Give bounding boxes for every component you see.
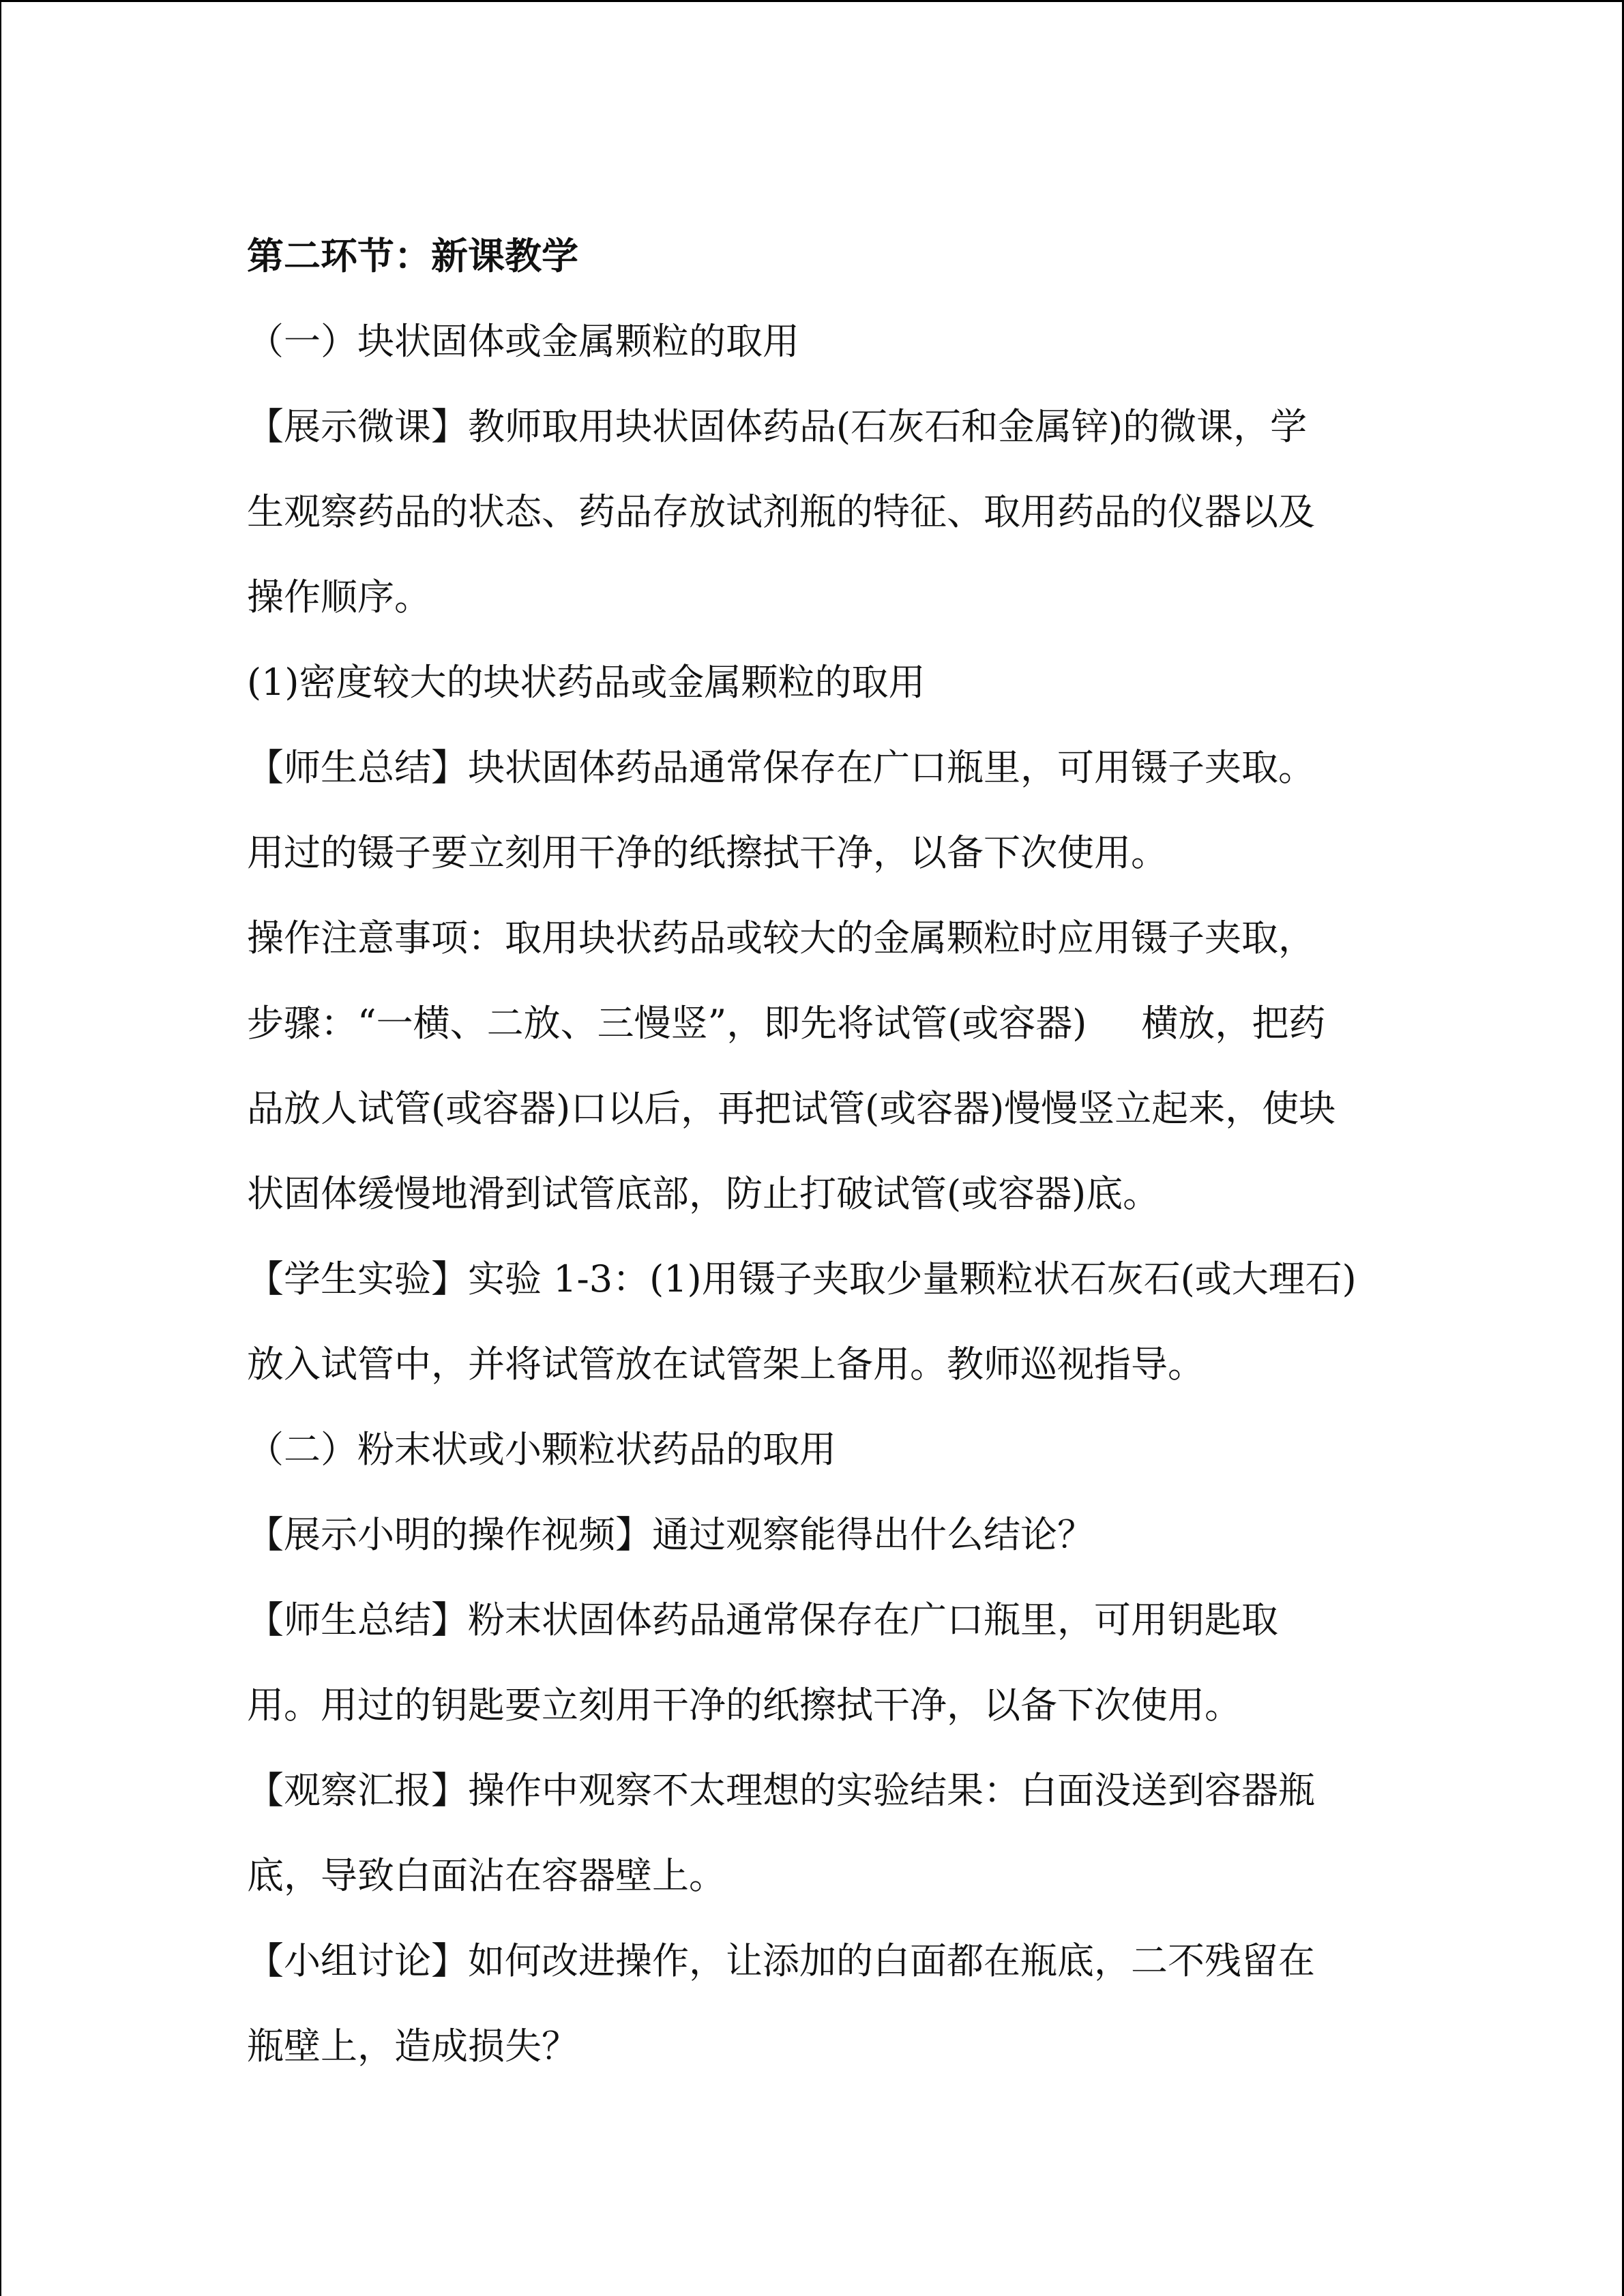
paragraph-line: 【观察汇报】操作中观察不太理想的实验结果：白面没送到容器瓶 xyxy=(247,1769,1315,1812)
document-body xyxy=(247,213,1379,2089)
subsection-heading: （二）粉末状或小颗粒状药品的取用 xyxy=(247,1428,836,1471)
paragraph-line xyxy=(247,981,1379,1066)
paragraph-line: 操作注意事项：取用块状药品或较大的金属颗粒时应用镊子夹取， xyxy=(247,916,1315,959)
paragraph-line: 【师生总结】块状固体药品通常保存在广口瓶里，可用镊子夹取。 xyxy=(247,746,1315,789)
paragraph-line: 用过的镊子要立刻用干净的纸擦拭干净，以备下次使用。 xyxy=(247,831,1168,874)
paragraph-line: 瓶壁上，造成损失？ xyxy=(247,2025,578,2068)
paragraph-line: 【展示小明的操作视频】通过观察能得出什么结论？ xyxy=(247,1513,1094,1556)
line-part: 横放，把药 xyxy=(1141,1002,1326,1045)
paragraph-line: 放入试管中，并将试管放在试管架上备用。教师巡视指导。 xyxy=(247,1343,1205,1386)
paragraph-line: 生观察药品的状态、药品存放试剂瓶的特征、取用药品的仪器以及 xyxy=(247,490,1315,533)
paragraph-line: 用。用过的钥匙要立刻用干净的纸擦拭干净，以备下次使用。 xyxy=(247,1684,1241,1727)
paragraph-line: 【小组讨论】如何改进操作，让添加的白面都在瓶底，二不残留在 xyxy=(247,1939,1315,1982)
paragraph-line: 【师生总结】粉末状固体药品通常保存在广口瓶里，可用钥匙取 xyxy=(247,1598,1278,1641)
section-heading: 第二环节：新课教学 xyxy=(247,234,578,278)
paragraph-line: 【展示微课】教师取用块状固体药品(石灰石和金属锌)的微课，学 xyxy=(247,405,1308,448)
paragraph-line: 底，导致白面沾在容器壁上。 xyxy=(247,1854,726,1897)
subsection-heading: （一）块状固体或金属颗粒的取用 xyxy=(247,320,799,363)
paragraph-line: 状固体缓慢地滑到试管底部，防止打破试管(或容器)底。 xyxy=(247,1172,1160,1215)
paragraph-line: 品放人试管(或容器)口以后，再把试管(或容器)慢慢竖立起来，使块 xyxy=(247,1087,1336,1130)
subsection-heading: (1)密度较大的块状药品或金属颗粒的取用 xyxy=(247,661,926,704)
paragraph-line: 操作顺序。 xyxy=(247,576,431,618)
line-part: 步骤：“一横、二放、三慢竖”，即先将试管(或容器) xyxy=(247,1002,1087,1045)
paragraph-line: 【学生实验】实验 1-3：(1)用镊子夹取少量颗粒状石灰石(或大理石) xyxy=(247,1257,1357,1300)
